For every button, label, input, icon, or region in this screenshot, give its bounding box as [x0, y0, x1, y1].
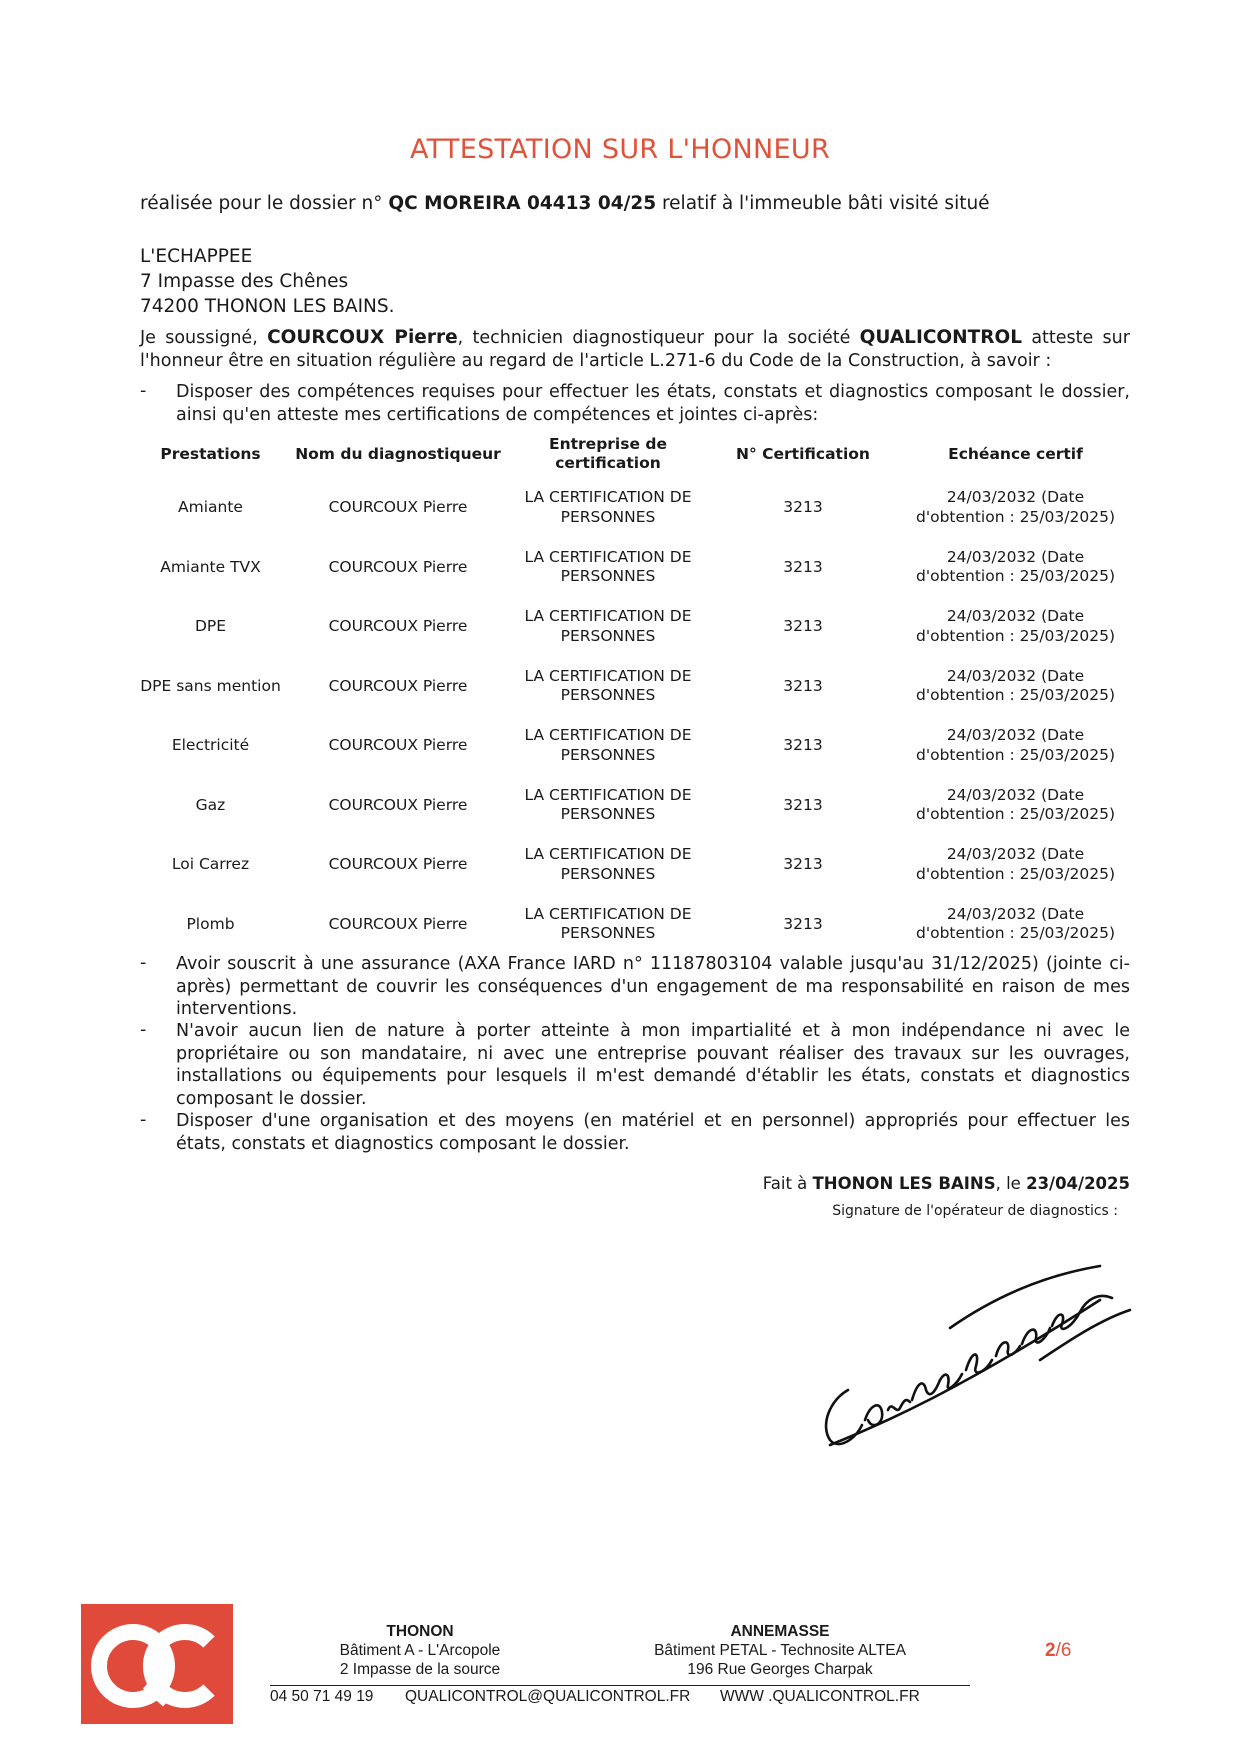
address-line: L'ECHAPPEE: [140, 246, 253, 267]
footer-thonon: [300, 1622, 540, 1679]
cell-prestation: Plomb: [186, 914, 235, 933]
annemasse-title: ANNEMASSE: [730, 1623, 830, 1640]
intro-line: [140, 193, 1140, 214]
annemasse-line2: 196 Rue Georges Charpak: [687, 1661, 873, 1678]
cell-certification: 3213: [783, 498, 823, 516]
cell-certification: 3213: [783, 855, 823, 873]
qc-logo-icon: [81, 1604, 233, 1724]
address-line: 7 Impasse des Chênes: [140, 271, 349, 292]
cell-diagnostiqueur: COURCOUX Pierre: [328, 676, 468, 695]
table-row: [138, 597, 1128, 657]
footer-website[interactable]: WWW .QUALICONTROL.FR: [720, 1688, 920, 1705]
bullet-text: N'avoir aucun lien de nature à porter atteinte à mon impartialité et à mon indépendance ni avec le propriétaire ou son mandataire, ni avec une entreprise pouvant réaliser des travaux sur les ouvrages, installations ou équipements pour lesquels il m'est demandé d'établir les états, constats et diagnostics composant le dossier.: [176, 1021, 1130, 1109]
cell-prestation: Amiante TVX: [160, 557, 261, 576]
company-name: QUALICONTROL: [859, 327, 1023, 348]
cell-diagnostiqueur: COURCOUX Pierre: [328, 855, 468, 873]
cell-diagnostiqueur: COURCOUX Pierre: [328, 617, 468, 635]
header-prestations: Prestations: [160, 444, 261, 463]
address-line: 74200 THONON LES BAINS.: [140, 296, 395, 317]
page-current: 2: [1045, 1640, 1056, 1661]
dossier-number: QC MOREIRA 04413 04/25: [388, 193, 657, 214]
intro-suffix: relatif à l'immeuble bâti visité situé: [661, 193, 990, 214]
signature-label: Signature de l'opérateur de diagnostics :: [832, 1203, 1118, 1219]
table-row: [138, 835, 1128, 895]
bullet-dash: -: [140, 1110, 147, 1130]
cell-certification: 3213: [783, 914, 823, 933]
declaration-role: , technicien diagnostiqueur pour la société: [457, 328, 851, 348]
table-row: [138, 538, 1128, 598]
document-title: ATTESTATION SUR L'HONNEUR: [409, 134, 831, 165]
footer-email[interactable]: QUALICONTROL@QUALICONTROL.FR: [405, 1688, 691, 1705]
cell-diagnostiqueur: COURCOUX Pierre: [328, 914, 468, 933]
signoff-line: [600, 1174, 1130, 1193]
cell-echeance: 24/03/2032 (Date d'obtention : 25/03/2025): [915, 785, 1115, 824]
signature-image: [800, 1240, 1140, 1460]
cell-echeance: 24/03/2032 (Date d'obtention : 25/03/2025): [915, 488, 1115, 526]
cell-certification: 3213: [783, 617, 823, 635]
table-row: [138, 895, 1128, 955]
cell-prestation: Amiante: [178, 498, 243, 516]
thonon-line1: Bâtiment A - L'Arcopole: [339, 1642, 501, 1659]
cell-prestation: Gaz: [195, 795, 226, 814]
cell-certification: 3213: [783, 557, 823, 576]
cell-entreprise: LA CERTIFICATION DE PERSONNES: [524, 904, 692, 943]
bullet-text: Disposer d'une organisation et des moyens (en matériel et en personnel) appropriés pour effectuer les états, constats et diagnostics composant le dossier.: [176, 1111, 1130, 1154]
cell-prestation: Loi Carrez: [171, 855, 250, 873]
signoff-le: , le: [995, 1174, 1021, 1193]
declaration-intro: Je soussigné,: [140, 328, 258, 348]
cell-diagnostiqueur: COURCOUX Pierre: [328, 795, 468, 814]
cell-echeance: 24/03/2032 (Date d'obtention : 25/03/2025): [915, 904, 1115, 943]
cell-certification: 3213: [783, 736, 823, 754]
thonon-line2: 2 Impasse de la source: [339, 1661, 501, 1678]
footer-annemasse: [620, 1622, 940, 1679]
cell-entreprise: LA CERTIFICATION DE PERSONNES: [524, 785, 692, 824]
cell-entreprise: LA CERTIFICATION DE PERSONNES: [524, 547, 692, 586]
intro-prefix: réalisée pour le dossier n°: [140, 193, 383, 214]
signoff-fait: Fait à: [762, 1174, 808, 1193]
table-row: [138, 776, 1128, 836]
bullet-dash: -: [140, 1020, 147, 1040]
cell-entreprise: LA CERTIFICATION DE PERSONNES: [524, 607, 692, 645]
cell-echeance: 24/03/2032 (Date d'obtention : 25/03/2025): [915, 607, 1115, 645]
company-logo: [81, 1604, 233, 1724]
cell-echeance: 24/03/2032 (Date d'obtention : 25/03/2025): [915, 845, 1115, 883]
table-row: [138, 716, 1128, 776]
cell-prestation: DPE sans mention: [140, 676, 281, 695]
thonon-title: THONON: [386, 1623, 454, 1640]
cell-diagnostiqueur: COURCOUX Pierre: [328, 736, 468, 754]
cell-echeance: 24/03/2032 (Date d'obtention : 25/03/2025): [915, 666, 1115, 705]
footer-divider: [270, 1685, 970, 1686]
table-row: [138, 478, 1128, 538]
signoff-date: 23/04/2025: [1026, 1174, 1130, 1193]
property-address: [140, 244, 395, 319]
page-number: [1045, 1640, 1071, 1662]
table-row: [138, 657, 1128, 717]
footer-phone: 04 50 71 49 19: [270, 1688, 374, 1705]
technician-name: COURCOUX Pierre: [267, 327, 458, 348]
header-diagnostiqueur: Nom du diagnostiqueur: [295, 444, 501, 463]
annemasse-line1: Bâtiment PETAL - Technosite ALTEA: [654, 1642, 906, 1659]
certification-table: [138, 430, 1128, 954]
cell-diagnostiqueur: COURCOUX Pierre: [328, 557, 468, 576]
cell-entreprise: LA CERTIFICATION DE PERSONNES: [524, 726, 692, 764]
header-entreprise: Entreprise de certification: [549, 435, 667, 472]
cell-prestation: DPE: [194, 617, 227, 635]
cell-entreprise: LA CERTIFICATION DE PERSONNES: [524, 845, 692, 883]
cell-prestation: Electricité: [171, 736, 250, 754]
bullet-text: Disposer des compétences requises pour effectuer les états, constats et diagnostics composant le dossier, ainsi qu'en atteste mes certifications de compétences et jointes ci-après:: [176, 382, 1130, 425]
header-certification: N° Certification: [736, 444, 870, 463]
cell-echeance: 24/03/2032 (Date d'obtention : 25/03/2025): [915, 547, 1115, 586]
bullet-dash: -: [140, 381, 147, 401]
bullet-text: Avoir souscrit à une assurance (AXA France IARD n° 11187803104 valable jusqu'au 31/12/2025) (jointe ci-après) permettant de couvrir les conséquences d'un engagement de ma responsabilité en raison de mes interventions.: [176, 954, 1130, 1019]
declaration-text: atteste sur l'honneur être en situation régulière au regard de l'article L.271-6 du Code de la Construction, à savoir :: [140, 328, 1130, 371]
signoff-city: THONON LES BAINS: [812, 1174, 996, 1193]
bullet-dash: -: [140, 953, 147, 973]
declaration-paragraph: [140, 326, 1130, 373]
table-header-row: [138, 430, 1128, 478]
cell-diagnostiqueur: COURCOUX Pierre: [328, 498, 468, 516]
cell-entreprise: LA CERTIFICATION DE PERSONNES: [524, 666, 692, 705]
header-echeance: Echéance certif: [948, 444, 1083, 463]
cell-echeance: 24/03/2032 (Date d'obtention : 25/03/2025): [915, 726, 1115, 764]
page-total: /6: [1055, 1640, 1072, 1661]
cell-certification: 3213: [783, 795, 823, 814]
cell-certification: 3213: [783, 676, 823, 695]
cell-entreprise: LA CERTIFICATION DE PERSONNES: [524, 488, 692, 526]
